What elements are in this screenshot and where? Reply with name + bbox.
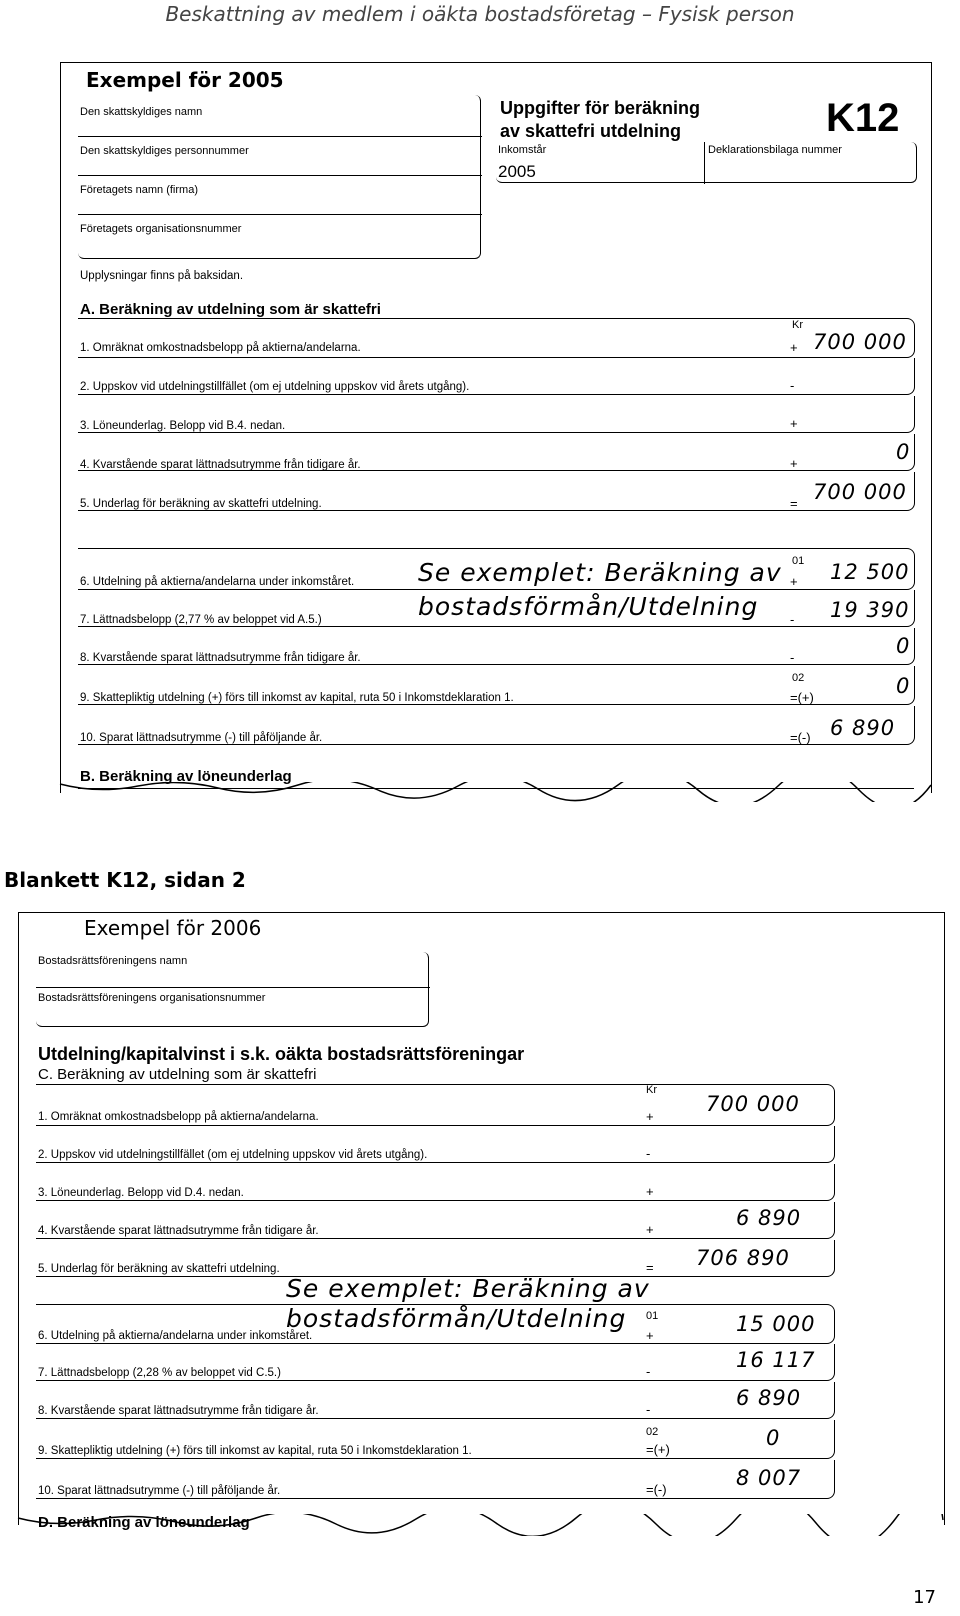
row-value: 6 890: [736, 1206, 802, 1230]
row-value: 6 890: [736, 1386, 802, 1410]
row-value: 19 390: [830, 598, 910, 622]
row-value: 16 117: [736, 1348, 816, 1372]
row-op: -: [790, 378, 795, 393]
code-02: 02: [792, 672, 805, 684]
row-label: 2. Uppskov vid utdelningstillfället (om ej utdelning uppskov vid årets utgång).: [80, 381, 470, 393]
association-name-label: Bostadsrättsföreningens namn: [38, 955, 188, 967]
row-label: 7. Lättnadsbelopp (2,28 % av beloppet vid C.5.): [38, 1367, 281, 1379]
example-title-2005: Exempel för 2005: [86, 68, 284, 92]
field-label-firma: Företagets namn (firma): [80, 184, 198, 196]
row-c7: [36, 1344, 836, 1382]
form2-title: Utdelning/kapitalvinst i s.k. oäkta bostadsrättsföreningar: [38, 1044, 525, 1064]
row-c4: [36, 1202, 836, 1240]
row-a9: [78, 666, 916, 706]
row-label: 10. Sparat lättnadsutrymme (-) till påföljande år.: [38, 1485, 281, 1497]
section-b-box-top: [78, 788, 914, 789]
row-value: 6 890: [830, 716, 896, 740]
row-a2: [78, 358, 916, 396]
torn-edge-form1: [58, 782, 934, 802]
inkomstar-value: 2005: [498, 162, 536, 181]
divider: [78, 214, 482, 215]
row-value: 700 000: [706, 1092, 800, 1116]
row-op: -: [790, 612, 795, 627]
row-c5: [36, 1240, 836, 1278]
row-label: 3. Löneunderlag. Belopp vid D.4. nedan.: [38, 1187, 244, 1199]
row-op: +: [790, 456, 798, 471]
row-value: 700 000: [813, 330, 907, 354]
code-01: 01: [646, 1310, 659, 1322]
page-header-title: Beskattning av medlem i oäkta bostadsföretag – Fysisk person: [165, 2, 795, 26]
row-label: 10. Sparat lättnadsutrymme (-) till påföljande år.: [80, 732, 323, 744]
page-number: 17: [913, 1587, 936, 1608]
row-label: 1. Omräknat omkostnadsbelopp på aktierna/andelarna.: [80, 342, 361, 354]
field-label-org-nr: Företagets organisationsnummer: [80, 223, 242, 235]
row-label: 5. Underlag för beräkning av skattefri utdelning.: [80, 498, 322, 510]
code-01: 01: [792, 555, 805, 567]
divider: [78, 175, 482, 176]
inkomstar-label: Inkomstår: [498, 144, 547, 156]
row-op: +: [790, 574, 798, 589]
kr-label: Kr: [792, 319, 803, 331]
form-title-line1: Uppgifter för beräkning: [500, 98, 701, 118]
row-op: -: [646, 1364, 651, 1379]
row-op: =(-): [646, 1482, 667, 1497]
form-code: K12: [826, 96, 900, 140]
row-op: +: [790, 340, 798, 355]
row-a10: [78, 706, 916, 746]
row-value: 0: [896, 440, 911, 464]
section-c-title: C. Beräkning av utdelning som är skattefri: [38, 1066, 317, 1083]
row-label: 3. Löneunderlag. Belopp vid B.4. nedan.: [80, 420, 286, 432]
row-c10: [36, 1460, 836, 1500]
association-org-label: Bostadsrättsföreningens organisationsnummer: [38, 992, 266, 1004]
row-value: 0: [766, 1426, 781, 1450]
row-value: 15 000: [736, 1312, 816, 1336]
row-label: 9. Skattepliktig utdelning (+) förs till inkomst av kapital, ruta 50 i Inkomstdeklaration 1.: [80, 692, 514, 704]
row-value: 0: [896, 634, 911, 658]
field-label-personnummer: Den skattskyldiges personnummer: [80, 145, 249, 157]
section-d-title: D. Beräkning av löneunderlag: [38, 1514, 250, 1531]
field-label-name: Den skattskyldiges namn: [80, 106, 203, 118]
row-value: 8 007: [736, 1466, 802, 1490]
row-label: 1. Omräknat omkostnadsbelopp på aktierna/andelarna.: [38, 1111, 319, 1123]
row-label: 7. Lättnadsbelopp (2,77 % av beloppet vid A.5.): [80, 614, 322, 626]
row-op: +: [646, 1109, 654, 1124]
row-c6: [36, 1304, 836, 1344]
row-op: =(+): [646, 1442, 670, 1457]
row-op: +: [790, 416, 798, 431]
row-op: +: [646, 1184, 654, 1199]
row-c3: [36, 1164, 836, 1202]
row-value: 700 000: [813, 480, 907, 504]
row-op: =(+): [790, 690, 814, 705]
row-label: 8. Kvarstående sparat lättnadsutrymme från tidigare år.: [80, 652, 361, 664]
row-a5: [78, 472, 916, 512]
divider: [78, 136, 482, 137]
example-title-2006: Exempel för 2006: [84, 916, 262, 940]
kr-label: Kr: [646, 1084, 657, 1096]
row-value: 0: [896, 674, 911, 698]
info-text: Upplysningar finns på baksidan.: [80, 270, 244, 282]
row-op: -: [790, 650, 795, 665]
row-op: =: [646, 1260, 654, 1275]
row-value: 706 890: [696, 1246, 790, 1270]
bilaga-label: Deklarationsbilaga nummer: [708, 144, 842, 156]
row-op: +: [646, 1328, 654, 1343]
row-label: 9. Skattepliktig utdelning (+) förs till inkomst av kapital, ruta 50 i Inkomstdeklaration 1.: [38, 1445, 472, 1457]
row-op: =(-): [790, 730, 811, 745]
row-op: -: [646, 1402, 651, 1417]
row-op: +: [646, 1222, 654, 1237]
row-value: 12 500: [830, 560, 910, 584]
row-op: =: [790, 496, 798, 511]
section-b-title: B. Beräkning av löneunderlag: [80, 768, 292, 785]
blankett-title: Blankett K12, sidan 2: [4, 868, 246, 892]
form-title-line2: av skattefri utdelning: [500, 121, 682, 141]
divider: [36, 987, 430, 988]
annotation-line2: bostadsförmån/Utdelning: [418, 592, 759, 621]
divider: [704, 142, 705, 184]
row-label: 6. Utdelning på aktierna/andelarna under inkomståret.: [38, 1330, 313, 1342]
annotation2-line2: bostadsförmån/Utdelning: [286, 1304, 627, 1333]
row-label: 4. Kvarstående sparat lättnadsutrymme från tidigare år.: [38, 1225, 319, 1237]
row-op: -: [646, 1146, 651, 1161]
code-02: 02: [646, 1426, 659, 1438]
row-label: 2. Uppskov vid utdelningstillfället (om ej utdelning uppskov vid årets utgång).: [38, 1149, 428, 1161]
row-label: 8. Kvarstående sparat lättnadsutrymme från tidigare år.: [38, 1405, 319, 1417]
row-c9: [36, 1420, 836, 1460]
row-label: 5. Underlag för beräkning av skattefri utdelning.: [38, 1263, 280, 1275]
row-c2: [36, 1126, 836, 1164]
row-a3: [78, 396, 916, 434]
section-a-title: A. Beräkning av utdelning som är skattefri: [80, 301, 381, 318]
annotation-line1: Se exemplet: Beräkning av: [418, 558, 782, 587]
row-a8: [78, 628, 916, 666]
annotation2-line1: Se exemplet: Beräkning av: [286, 1274, 650, 1303]
row-c8: [36, 1382, 836, 1420]
row-a1: [78, 318, 916, 358]
row-a4: [78, 434, 916, 472]
row-c1: [36, 1084, 836, 1126]
row-label: 6. Utdelning på aktierna/andelarna under inkomståret.: [80, 576, 355, 588]
inkomstar-box: [496, 142, 917, 183]
row-label: 4. Kvarstående sparat lättnadsutrymme från tidigare år.: [80, 459, 361, 471]
